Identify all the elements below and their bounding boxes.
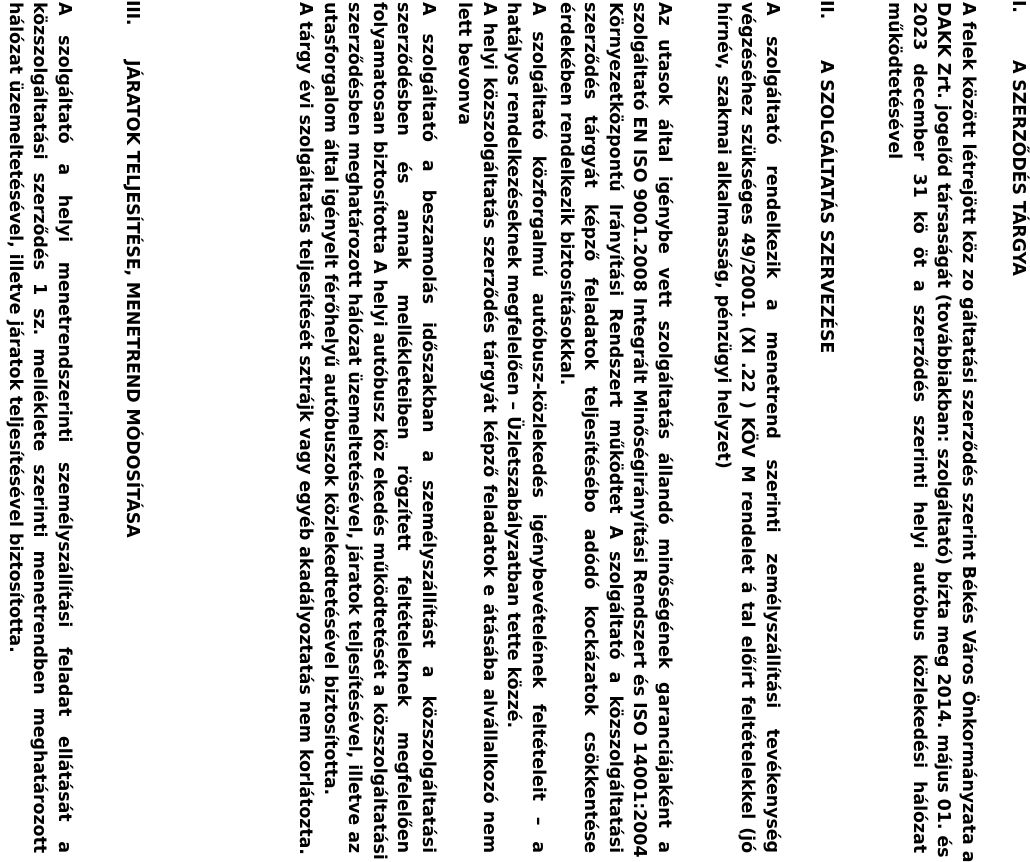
text-line: utasforgalom által igényelt férőhelyű autóbuszok közlekedtetésével biztosította. bbox=[319, 2, 340, 796]
text-line: közszolgáltatási szerződés 1 sz. melléklete szerinti menetrendben meghatározott bbox=[29, 2, 50, 853]
paragraph bbox=[292, 2, 440, 860]
text-line: szerződés tárgyát képző feladatok teljesítésébo adódó kockázatok csökkentése bbox=[580, 2, 601, 853]
text-line: lett bevonva bbox=[454, 2, 475, 125]
text-line: A szolgáltató a helyi menetrendszerinti személyszállítási feladat ellátását a bbox=[54, 2, 74, 853]
text-line: hatályos rendelkezéseknek megfelelően – Üzletszabályzatban tette közzé. bbox=[503, 2, 524, 729]
section-number: III. bbox=[122, 0, 142, 26]
text-line: A szolgáltató közforgalmú autóbusz-közlekedés igénybevételének feltételeit – a bbox=[528, 2, 548, 853]
section-number: I. bbox=[1008, 0, 1028, 13]
section-number: II. bbox=[816, 0, 836, 20]
text-line: szerződésben meghatározott hálózat üzemeltetésével, járatok teljesítésével, illetve az bbox=[344, 2, 365, 853]
paragraph bbox=[553, 2, 676, 858]
section-title: JÁRATOK TELJESÍTÉSE, MENETREND MÓDOSÍTÁSA bbox=[122, 60, 142, 538]
text-line: A szolgáltató rendelkezik a menetrend szerinti zemélyszállítási tevékenység bbox=[762, 2, 782, 853]
text-line: folyamatosan biztosította A helyi autóbusz köz ekedés működtetését a közszolgáltatási bbox=[368, 2, 389, 860]
section-heading bbox=[813, 0, 838, 353]
section-title: A SZOLGÁLTATÁS SZERVEZÉSE bbox=[816, 60, 836, 354]
text-line: A helyi közszolgáltatás szerződés tárgyát képző feladatok e átásába alvállalkozó nem bbox=[478, 2, 499, 853]
text-line: hírnév, szakmai alkalmasság, pénzügyi helyzet) bbox=[712, 2, 733, 469]
text-line: érdekében rendelkezik biztosításokkal. bbox=[555, 2, 576, 386]
paragraph bbox=[452, 2, 550, 853]
text-line: A felek között létrejött köz zo gáltatási szerződés szerint Békés Város Önkormányzata a bbox=[958, 2, 978, 862]
text-line: végzéséhez szükséges 49/2001. (XI .22 ) KÖV M rendelet á tal előírt feltételekkel (jó bbox=[737, 2, 758, 853]
section-heading bbox=[1005, 0, 1030, 276]
paragraph bbox=[2, 2, 76, 853]
text-line: szerződésben és annak mellékleteiben rögzített feltételeknek megfelelően bbox=[393, 2, 414, 853]
text-line: A szolgáltató a beszamolás időszakban a személyszállítást a közszolgáltatási bbox=[418, 2, 438, 853]
text-line: szolgáltató EN ISO 9001.2008 Integrált Minőségirányítási Rendszert és ISO 14001:2004 bbox=[629, 2, 650, 858]
text-line: hálózat üzemeltetésével, illetve járatok teljesítésével biztosította. bbox=[4, 2, 25, 653]
text-line: DAKK Zrt. jogelőd társaságát (továbbiakban: szolgáltató) bízta meg 2014. május 01. és bbox=[933, 2, 954, 858]
text-line: A tárgy évi szolgáltatás teljesítését sztrájk vagy egyéb akadályoztatás nem korlátozta. bbox=[295, 2, 316, 855]
text-line: 2023 december 31 kö öt a szerződés szerinti helyi autóbus közlekedési hálózat bbox=[908, 2, 929, 853]
text-line: Környezetközpontú Irányítási Rendszert működtet A szolgáltató a közszolgáltatási bbox=[604, 2, 625, 853]
section-heading bbox=[119, 0, 144, 537]
text-line: Az utasok által igénybe vett szolgáltatás állandó minőségének garanciájaként a bbox=[654, 2, 674, 853]
paragraph bbox=[882, 2, 980, 862]
text-line: működtetésével bbox=[884, 2, 905, 160]
section-title: A SZERZŐDÉS TÁRGYA bbox=[1008, 60, 1028, 276]
paragraph bbox=[710, 2, 784, 853]
